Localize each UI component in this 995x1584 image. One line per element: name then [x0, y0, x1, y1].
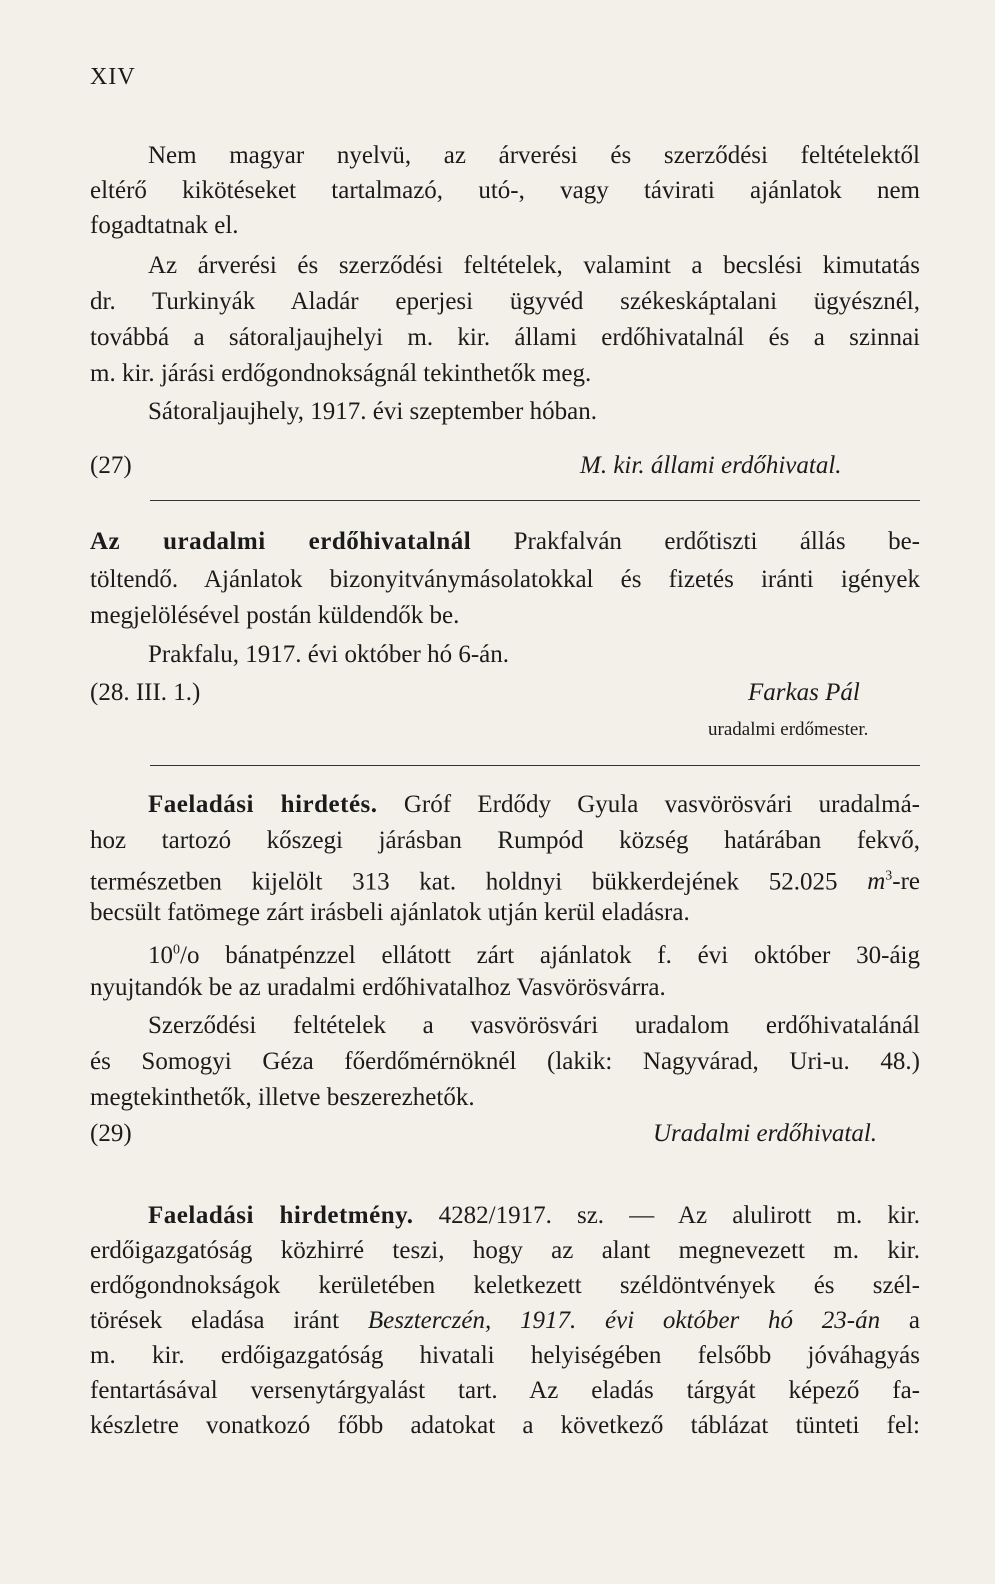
- s4-line-3: erdőgondnokságok kerületében keletkezett széldöntvények és szél-: [90, 1272, 920, 1299]
- s2-date: Prakfalu, 1917. évi október hó 6-án.: [148, 641, 510, 668]
- s3-line-3: [90, 859, 920, 899]
- s1-date: Sátoraljaujhely, 1917. évi szeptember hóban.: [148, 398, 597, 425]
- s1-line-5: dr. Turkinyák Aladár eperjesi ügyvéd székeskáptalani ügyésznél,: [90, 288, 920, 315]
- s3-line-5: [148, 933, 920, 973]
- s4-line-5: m. kir. erdőigazgatóság hivatali helyiségében felsőbb jóváhagyás: [90, 1342, 920, 1369]
- s4-line-7: készletre vonatkozó főbb adatokat a következő táblázat tünteti fel:: [90, 1412, 920, 1439]
- s1-line-1: Nem magyar nyelvü, az árverési és szerződési feltételektől: [148, 142, 920, 169]
- s3-lead: Faeladási hirdetés.: [148, 791, 378, 818]
- s3-line-4: becsült fatömege zárt irásbeli ajánlatok utján kerül eladásra.: [90, 899, 690, 926]
- s3-line-8: és Somogyi Géza főerdőmérnöknél (lakik: Nagyvárad, Uri-u. 48.): [90, 1048, 920, 1075]
- s4-line-4-pre: törések eladása iránt: [90, 1307, 340, 1334]
- s2-line-1-rest: Prakfalván erdőtiszti állás be-: [513, 528, 920, 555]
- s2-signature: Farkas Pál: [748, 679, 860, 706]
- s3-unit-sup: 3: [885, 869, 893, 884]
- s3-line-5-rest: /o bánatpénzzel ellátott zárt ajánlatok f. évi október 30-áig: [180, 942, 920, 970]
- s4-line-6: fentartásával versenytárgyalást tart. Az eladás tárgyát képező fa-: [90, 1377, 920, 1404]
- s1-line-6: továbbá a sátoraljaujhelyi m. kir. állami erdőhivatalnál és a szinnai: [90, 324, 920, 351]
- s2-lead: Az uradalmi erdőhivatalnál: [90, 528, 472, 555]
- s3-line-1-rest: Gróf Erdődy Gyula vasvörösvári uradalmá-: [403, 791, 920, 818]
- s1-line-4: Az árverési és szerződési feltételek, valamint a becslési kimutatás: [148, 252, 920, 279]
- s1-signature: M. kir. állami erdőhivatal.: [580, 452, 842, 479]
- s3-line-7: Szerződési feltételek a vasvörösvári uradalom erdőhivatalánál: [148, 1012, 920, 1039]
- s2-line-3: megjelölésével postán küldendők be.: [90, 602, 460, 629]
- s3-line-3-text: természetben kijelölt 313 kat. holdnyi bükkerdejének 52.025: [90, 868, 838, 896]
- s3-line-9: megtekinthetők, illetve beszerezhetők.: [90, 1084, 475, 1111]
- s3-unit-suffix: -re: [892, 868, 920, 896]
- s1-line-3: fogadtatnak el.: [90, 212, 239, 239]
- s1-line-2: eltérő kikötéseket tartalmazó, utó-, vagy távirati ajánlatok nem: [90, 177, 920, 204]
- s3-line-6: nyujtandók be az uradalmi erdőhivatalhoz Vasvörösvárra.: [90, 974, 666, 1001]
- s1-ref: (27): [90, 452, 132, 479]
- s2-ref: (28. III. 1.): [90, 679, 201, 706]
- page-number: XIV: [90, 64, 136, 90]
- s2-line-1: [90, 524, 920, 559]
- s3-line-1: [148, 787, 920, 822]
- s3-line-2: hoz tartozó kőszegi járásban Rumpód község határában fekvő,: [90, 827, 920, 854]
- s3-ref: (29): [90, 1120, 132, 1147]
- divider-1: [150, 500, 920, 501]
- s3-unit: [867, 868, 920, 895]
- s3-line-5-num: [148, 942, 920, 969]
- divider-2: [150, 765, 920, 766]
- s4-line-4: [90, 1303, 920, 1338]
- s4-line-4-post: a: [908, 1307, 920, 1334]
- s3-signature: Uradalmi erdőhivatal.: [653, 1120, 878, 1147]
- s4-line-2: erdőigazgatóság közhirré teszi, hogy az alant megnevezett m. kir.: [90, 1237, 920, 1264]
- s4-line-1-rest: 4282/1917. sz. — Az alulirott m. kir.: [438, 1202, 921, 1229]
- s4-line-1: [148, 1198, 920, 1233]
- s4-line-4-italic: Beszterczén, 1917. évi október hó 23-án: [367, 1307, 881, 1334]
- s3-percent-sup: 0: [173, 943, 180, 958]
- s3-percent-number: 10: [148, 942, 173, 970]
- s4-lead: Faeladási hirdetmény.: [148, 1202, 414, 1229]
- s2-line-2: töltendő. Ajánlatok bizonyitványmásolatokkal és fizetés iránti igények: [90, 566, 920, 593]
- s2-signature-title: uradalmi erdőmester.: [708, 719, 869, 740]
- s1-line-7: m. kir. járási erdőgondnokságnál tekinthetők meg.: [90, 360, 592, 387]
- s3-unit-letter: m: [867, 868, 886, 896]
